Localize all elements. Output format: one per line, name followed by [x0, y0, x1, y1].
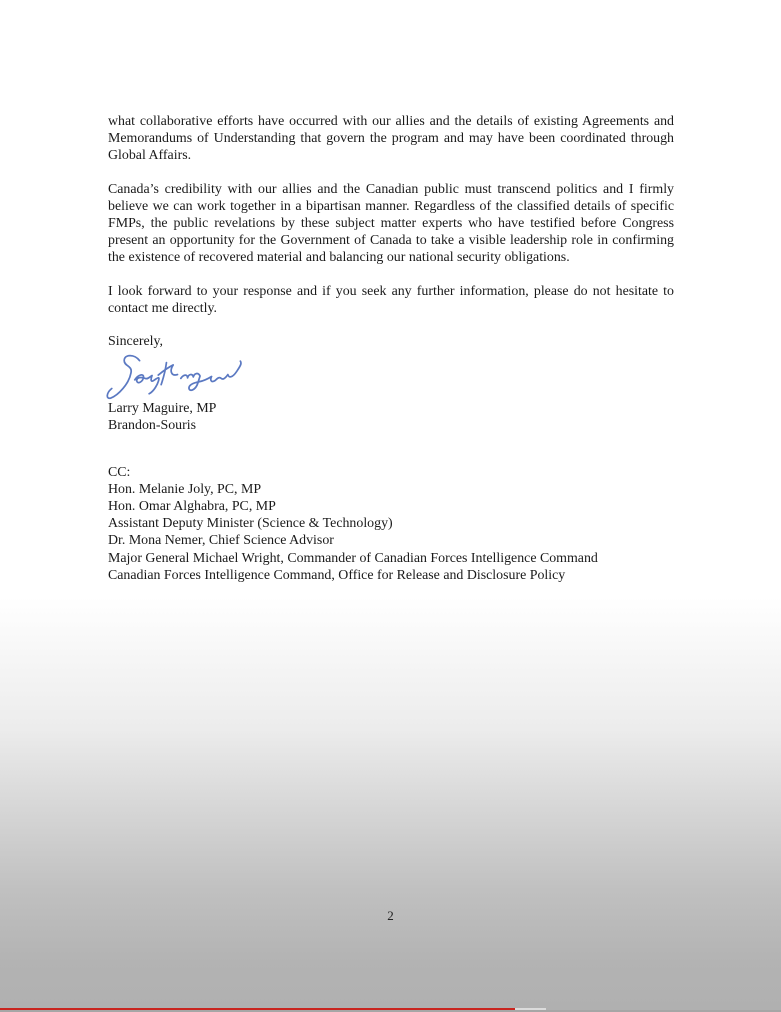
video-progress-bar[interactable]: [0, 1006, 781, 1012]
signer-riding: Brandon-Souris: [108, 418, 196, 434]
cc-block: [108, 464, 674, 584]
progress-bar-played: [0, 1008, 515, 1010]
cc-recipient: Major General Michael Wright, Commander of Canadian Forces Intelligence Command: [108, 550, 598, 566]
cc-recipient: Hon. Omar Alghabra, PC, MP: [108, 499, 276, 515]
letter-body: [108, 113, 674, 584]
signer-name: Larry Maguire, MP: [108, 401, 217, 417]
progress-bar-buffered: [515, 1008, 546, 1010]
cc-recipient: Assistant Deputy Minister (Science & Technology): [108, 516, 393, 532]
signature-ink-icon: [102, 352, 252, 400]
cc-recipient: Canadian Forces Intelligence Command, Office for Release and Disclosure Policy: [108, 567, 566, 583]
page-number: 2: [387, 908, 394, 923]
paragraph-credibility: Canada’s credibility with our allies and the Canadian public must transcend politics and I firmly believe we can work together in a bipartisan manner. Regardless of the classified details of specific FMPs, the public revelations by these subject matter experts who have testified before Congress present an opportunity for the Government of Canada to take a visible leadership role in confirming the existence of recovered material and balancing our national security obligations.: [108, 181, 674, 266]
cc-label: CC:: [108, 464, 131, 480]
cc-recipient: Hon. Melanie Joly, PC, MP: [108, 481, 262, 497]
handwritten-signature: [102, 352, 674, 400]
cc-recipient: Dr. Mona Nemer, Chief Science Advisor: [108, 533, 334, 549]
closing-salutation: Sincerely,: [108, 334, 164, 350]
paragraph-response: I look forward to your response and if you seek any further information, please do not hesitate to contact me directly.: [108, 283, 674, 316]
paragraph-agreements: what collaborative efforts have occurred with our allies and the details of existing Agreements and Memorandums of Understanding that govern the program and may have been coordinated through Global Affairs.: [108, 114, 674, 164]
